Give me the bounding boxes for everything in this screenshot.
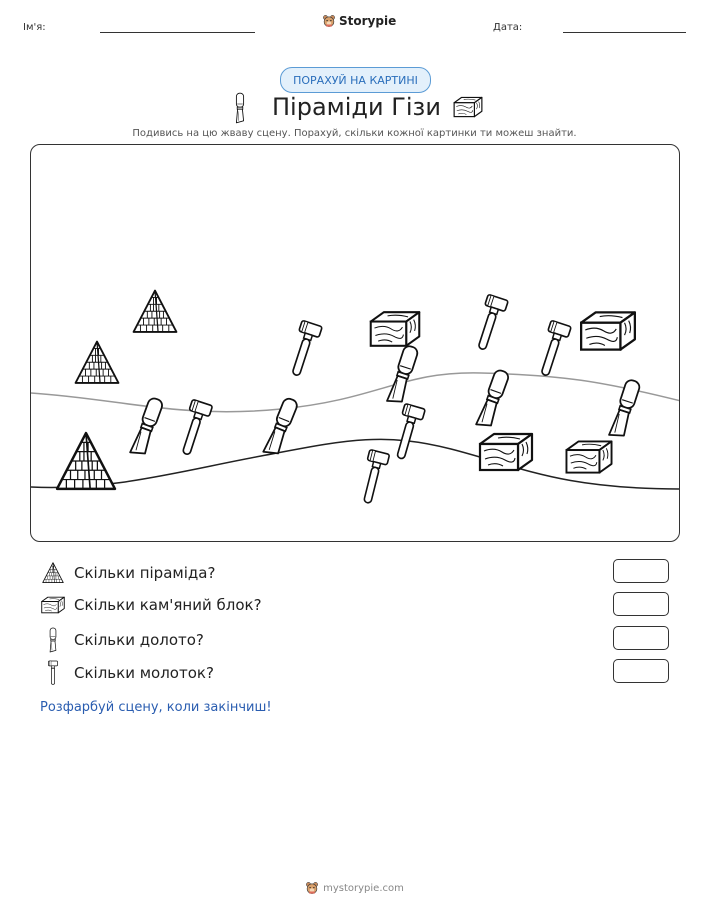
chisel-icon — [40, 627, 66, 653]
answer-box[interactable] — [613, 659, 669, 683]
chisel-icon — [387, 345, 419, 406]
back-dune-line — [31, 373, 679, 412]
name-field[interactable] — [100, 32, 255, 33]
stone-block-icon — [371, 312, 420, 346]
stone-block-icon — [40, 595, 66, 615]
chisel-icon — [263, 397, 299, 457]
question-text: Скільки піраміда? — [74, 564, 216, 582]
question-row — [40, 595, 262, 615]
answer-box[interactable] — [613, 592, 669, 616]
brand-logo — [322, 14, 396, 28]
activity-badge: ПОРАХУЙ НА КАРТИНІ — [280, 67, 431, 93]
date-label: Дата: — [493, 22, 523, 33]
chisel-icon — [130, 397, 164, 458]
hammer-icon — [176, 399, 213, 457]
pyramid-icon — [57, 433, 115, 489]
question-row — [40, 660, 214, 686]
stone-block-icon — [581, 312, 635, 349]
chisel-icon — [476, 369, 510, 430]
stone-block-icon — [480, 434, 532, 470]
date-field[interactable] — [563, 32, 686, 33]
instructions: Подивись на цю жваву сцену. Порахуй, скільки кожної картинки ти можеш знайти. — [132, 128, 577, 139]
hammer-icon — [472, 294, 509, 352]
hammer-icon — [390, 404, 425, 462]
bear-logo-icon — [322, 14, 336, 28]
footer-url[interactable]: mystorypie.com — [323, 882, 404, 894]
pyramid-icon — [134, 291, 177, 332]
coloring-note: Розфарбуй сцену, коли закінчиш! — [40, 700, 272, 715]
hammer-icon — [286, 320, 323, 378]
chisel-icon — [230, 92, 250, 124]
chisel-icon — [609, 379, 641, 440]
question-row — [40, 562, 215, 584]
bear-logo-icon — [305, 881, 319, 895]
hammer-icon — [535, 320, 572, 378]
question-row — [40, 627, 204, 653]
answer-box[interactable] — [613, 626, 669, 650]
scene-illustration — [31, 145, 679, 541]
hammer-icon — [40, 660, 66, 686]
page-title: Піраміди Гізи — [272, 93, 441, 121]
counting-scene — [30, 144, 680, 542]
question-text: Скільки долото? — [74, 631, 204, 649]
hammer-icon — [357, 450, 389, 506]
stone-block-icon — [566, 441, 611, 472]
question-text: Скільки молоток? — [74, 664, 214, 682]
pyramid-icon — [76, 342, 119, 383]
stone-block-icon — [452, 95, 484, 119]
pyramid-icon — [40, 562, 66, 584]
question-text: Скільки кам'яний блок? — [74, 596, 262, 614]
footer — [0, 881, 709, 895]
brand-name: Storypie — [339, 14, 397, 28]
answer-box[interactable] — [613, 559, 669, 583]
name-label: Ім'я: — [23, 22, 46, 33]
